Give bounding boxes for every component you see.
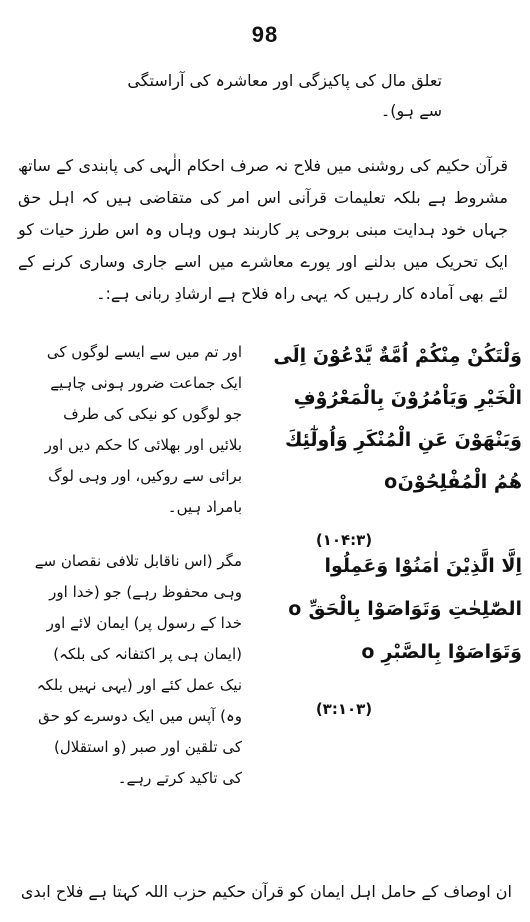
verse-1-reference: (۱۰۴:۳) <box>315 531 373 549</box>
page-number: 98 <box>251 22 279 47</box>
intro-fragment: تعلق مال کی پاکیزگی اور معاشرہ کی آراستگی سے ہو)۔ <box>127 71 442 120</box>
verse-2-translation: مگر (اس ناقابل تلافی نقصان سے وہی محفوظ رہے) جو (خدا اور خدا کے رسول پر) ایمان لائے اور (ایمان ہی پر اکتفانہ کی بلکہ) نیک عمل کئے اور (یہی نہیں بلکہ وہ) آپس میں ایک دوسرے کو حق کی تلقین اور صبر (و استقلال) کی تاکید کرتے رہے۔ <box>34 552 242 787</box>
quran-verse-2: اِلَّا الَّذِيْنَ اٰمَنُوْا وَعَمِلُوا الصّٰلِحٰتِ وَتَوَاصَوْا بِالْحَقِّ o وَتَوَاصَوْا بِالصَّبْرِ o <box>288 555 522 663</box>
verse-2-reference: (۳:۱۰۳) <box>315 700 373 718</box>
verse-1-translation: اور تم میں سے ایسے لوگوں کی ایک جماعت ضرور ہونی چاہیے جو لوگوں کو نیکی کی طرف بلائیں اور بھلائی کا حکم دیں اور برائی سے روکیں، اور وہی لوگ بامراد ہیں۔ <box>44 343 242 516</box>
body-paragraph: قرآن حکیم کی روشنی میں فلاح نہ صرف احکام الٰہی کی پابندی کے ساتھ مشروط ہے بلکہ تعلیمات قرآنی اس امر کی متقاضی ہیں کہ اہل حق جہاں خود ہدایت مبنی بروحی پر کاربند ہوں وہاں وہ اس طرز حیات کو ایک تحریک میں بدلنے اور پورے معاشرے میں اسے جاری وساری کرنے کے لئے بھی آمادہ کار رہیں کہ یہی راہ فلاح ہے ارشادِ ربانی ہے:۔ <box>18 156 508 303</box>
quran-verse-1: وَلْتَكُنْ مِنْكُمْ اُمَّةٌ يَّدْعُوْنَ اِلَى الْخَيْرِ وَيَاْمُرُوْنَ بِالْمَعْرُوْفِ وَيَنْهَوْنَ عَنِ الْمُنْكَرِ وَاُولٰٓئِكَ هُمُ الْمُفْلِحُوْنَo <box>273 345 522 493</box>
closing-line: ان اوصاف کے حامل اہل ایمان کو قرآن حکیم حزب اللہ کہتا ہے فلاح ابدی <box>20 882 512 901</box>
